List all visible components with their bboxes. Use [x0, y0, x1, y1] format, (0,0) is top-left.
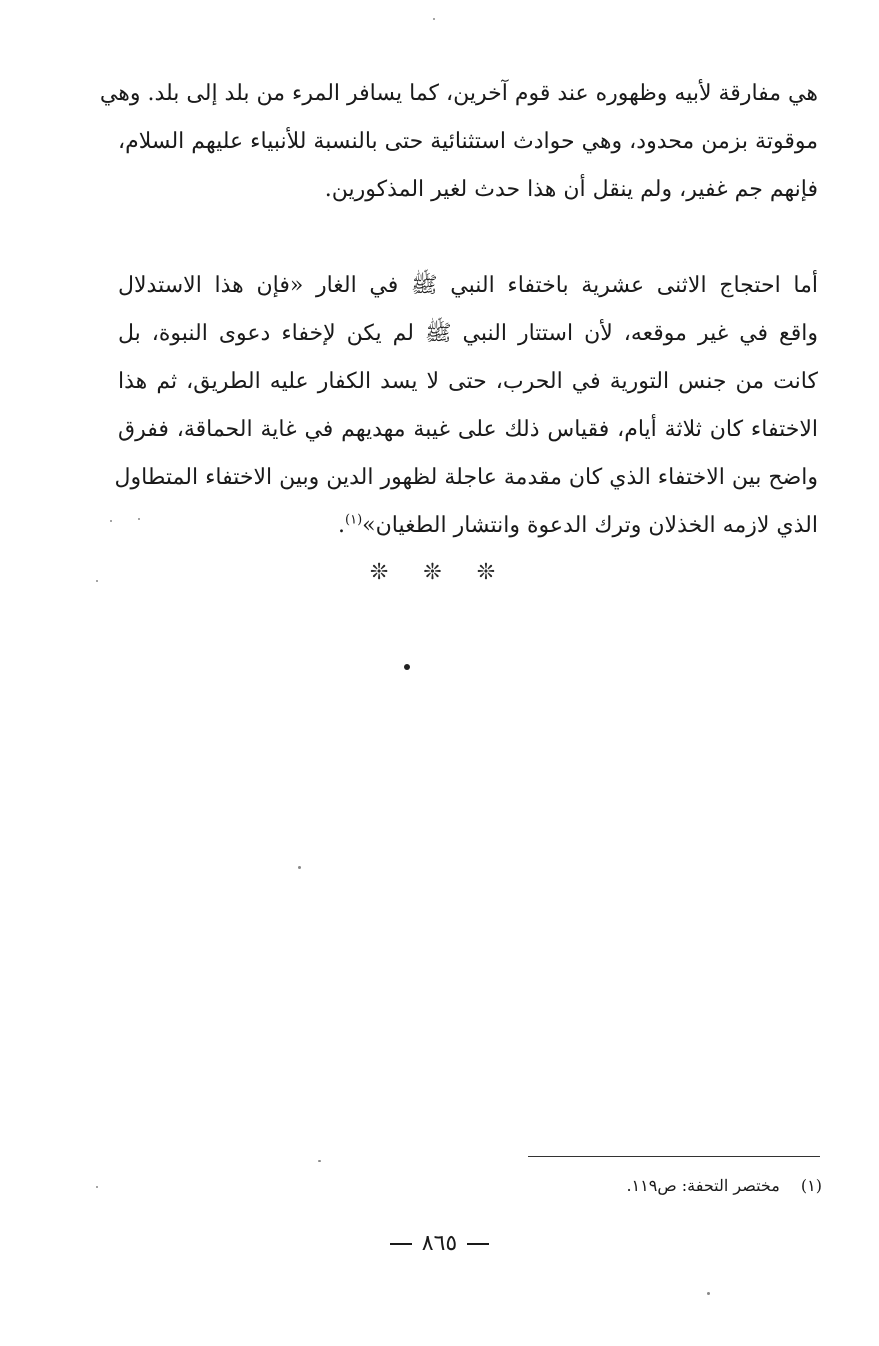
footnote-divider — [528, 1156, 820, 1157]
scan-speck — [298, 866, 301, 869]
scan-speck — [110, 520, 112, 522]
scan-speck — [318, 1160, 321, 1162]
ink-dot — [404, 664, 410, 670]
paragraph-line: هي مفارقة لأبيه وظهوره عند قوم آخرين، كما يسافر المرء من بلد إلى بلد. وهي — [99, 81, 818, 106]
scan-speck — [96, 1186, 98, 1188]
paragraph-line-text: الذي لازمه الخذلان وترك الدعوة وانتشار الطغيان» — [362, 513, 818, 538]
page-number-value: ٨٦٥ — [421, 1231, 458, 1256]
scan-speck — [707, 1292, 710, 1295]
paragraph-line: موقوتة بزمن محدود، وهي حوادث استثنائية حتى بالنسبة للأنبياء عليهم السلام، — [118, 129, 818, 154]
footnote-marker: (١) — [800, 1176, 822, 1195]
footnote-text: مختصر التحفة: ص١١٩. — [626, 1176, 780, 1195]
page-number-dash — [467, 1243, 489, 1245]
paragraph-1 — [99, 70, 818, 214]
paragraph-line: فإنهم جم غفير، ولم ينقل أن هذا حدث لغير المذكورين. — [324, 177, 818, 202]
paragraph-line: واقع في غير موقعه، لأن استتار النبي ﷺ لم يكن لإخفاء دعوى النبوة، بل — [118, 321, 818, 346]
scan-speck — [138, 518, 140, 520]
paragraph-last-line — [118, 502, 818, 550]
page-number — [0, 1228, 879, 1260]
paragraph-line: واضح بين الاختفاء الذي كان مقدمة عاجلة لظهور الدين وبين الاختفاء المتطاول — [114, 465, 818, 490]
scan-speck — [96, 580, 98, 582]
footnote-reference: (١) — [345, 512, 363, 528]
scan-speck — [433, 18, 435, 20]
section-separator: ❊ ❊ ❊ — [369, 560, 510, 585]
paragraph-line: كانت من جنس التورية في الحرب، حتى لا يسد الكفار عليه الطريق، ثم هذا — [118, 369, 818, 394]
end-punctuation: . — [338, 513, 345, 538]
page-number-dash — [390, 1243, 412, 1245]
paragraph-line: الاختفاء كان ثلاثة أيام، فقياس ذلك على غيبة مهديهم في غاية الحماقة، ففرق — [118, 417, 818, 442]
paragraph-2 — [114, 262, 818, 550]
paragraph-line: أما احتجاج الاثنى عشرية باختفاء النبي ﷺ في الغار «فإن هذا الاستدلال — [118, 273, 818, 298]
footnote — [400, 1172, 822, 1200]
